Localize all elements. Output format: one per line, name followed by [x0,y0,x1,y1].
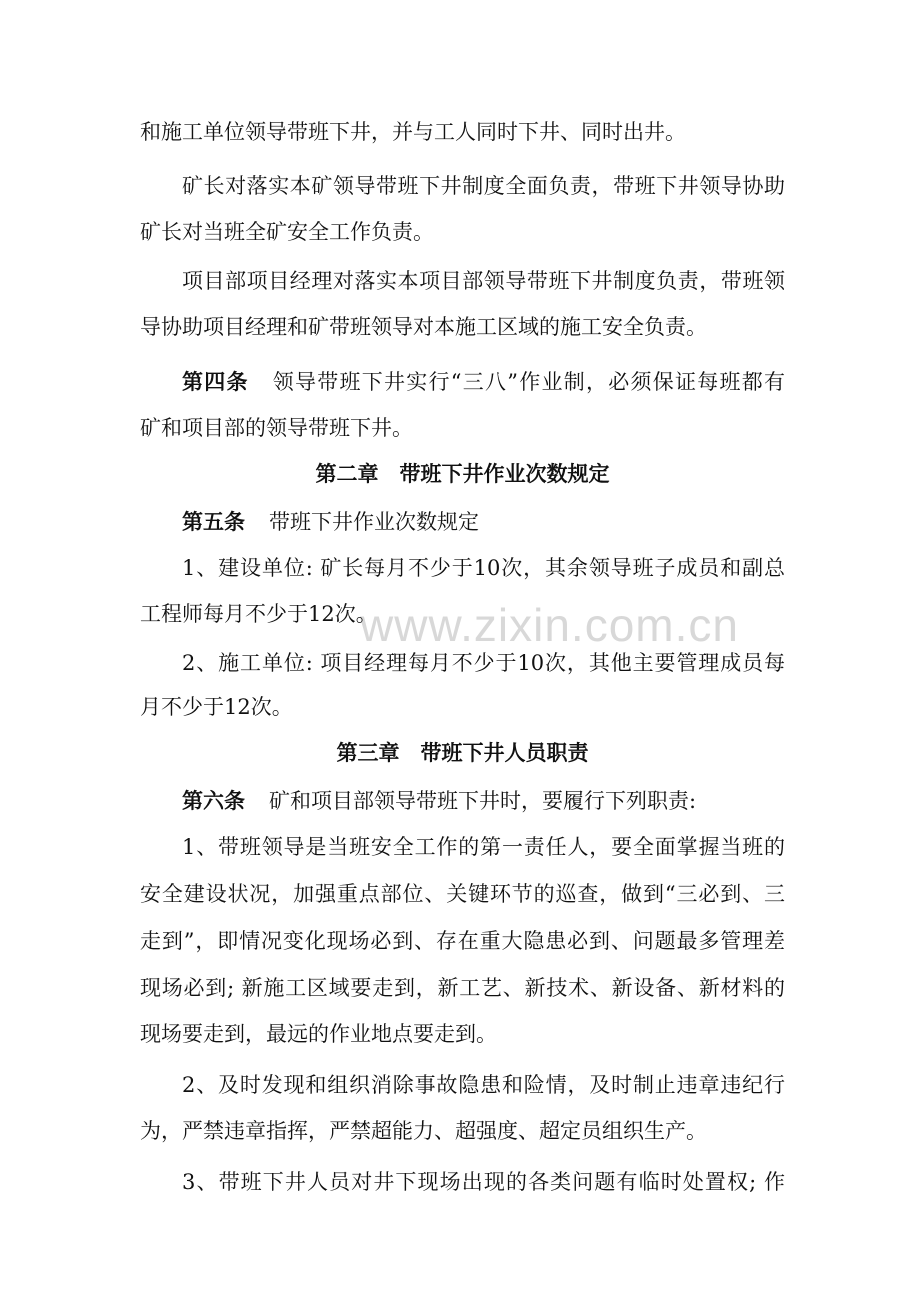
article-4-line [182,362,785,402]
paragraph-line: 1、带班领导是当班安全工作的第一责任人，要全面掌握当班的 [182,835,785,859]
article-5-line [182,502,785,542]
article-label: 第五条 [182,509,245,534]
article-label: 第六条 [182,788,245,813]
paragraph-line: 2、及时发现和组织消除事故隐患和险情，及时制止违章违纪行 [182,1073,785,1097]
article-text: 领导带班下井实行“三八”作业制，必须保证每班都有 [272,370,785,394]
article-text: 带班下井作业次数规定 [269,510,479,534]
paragraph-line: 矿和项目部的领导带班下井。 [140,416,413,440]
paragraph-line: 矿长对落实本矿领导带班下井制度全面负责，带班下井领导协助 [182,174,785,198]
paragraph-line: 3、带班下井人员对井下现场出现的各类问题有临时处置权; 作 [182,1170,785,1194]
article-6-line [182,781,785,821]
paragraph-line: 现场要走到，最远的作业地点要走到。 [140,1022,497,1046]
paragraph-line: 现场必到; 新施工区域要走到，新工艺、新技术、新设备、新材料的 [140,976,785,1000]
paragraph-line: 1、建设单位: 矿长每月不少于10次，其余领导班子成员和副总 [182,556,785,580]
paragraph-line: 和施工单位领导带班下井，并与工人同时下井、同时出井。 [140,120,686,144]
watermark: www.zixin.com.cn [360,599,739,651]
chapter-heading: 第二章 带班下井作业次数规定 [315,461,610,486]
paragraph-line: 项目部项目经理对落实本项目部领导带班下井制度负责，带班领 [182,269,785,293]
paragraph-line: 安全建设状况，加强重点部位、关键环节的巡查，做到“三必到、三 [140,882,785,906]
paragraph-line: 为，严禁违章指挥，严禁超能力、超强度、超定员组织生产。 [140,1119,707,1143]
paragraph-line: 走到”，即情况变化现场必到、存在重大隐患必到、问题最多管理差 [140,929,785,953]
article-label: 第四条 [182,369,249,394]
paragraph-line: 导协助项目经理和矿带班领导对本施工区域的施工安全负责。 [140,315,707,339]
paragraph-line: 工程师每月不少于12次。 [140,602,377,626]
article-text: 矿和项目部领导带班下井时，要履行下列职责: [269,789,697,813]
paragraph-line: 矿长对当班全矿安全工作负责。 [140,220,434,244]
paragraph-line: 月不少于12次。 [140,695,293,719]
chapter-heading: 第三章 带班下井人员职责 [336,740,589,765]
paragraph-line: 2、施工单位: 项目经理每月不少于10次，其他主要管理成员每 [182,651,785,675]
